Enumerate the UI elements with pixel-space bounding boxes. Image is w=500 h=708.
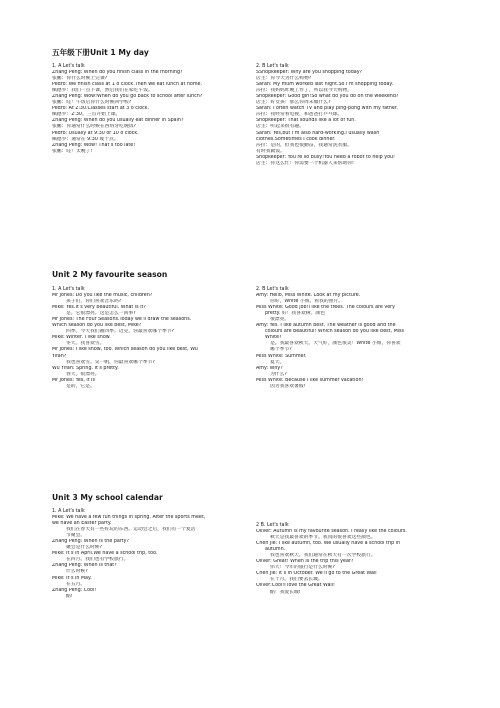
unit-1-a-talk [52,64,242,155]
section-heading: 1. A Let's talk [52,64,85,69]
section-heading: 1. A Let's talk [52,287,85,292]
translation-line: 节聚会。 [66,533,86,539]
dialogue-line: Sarah: I often watch TV and play ping-pong with my father. [256,106,398,112]
unit-1-title: 五年级下册Unit 1 My day [52,48,149,57]
translation-line: 酷！我爱长城! [270,589,301,595]
translation-line: 因为我喜欢暑假! [270,383,306,389]
dialogue-line: Mr Jones: Yes, it is [52,377,95,383]
translation-line: 我们在春天有一些好玩的东西。运动会之后，我们有一个复活 [66,527,196,533]
dialogue-line: Mike: It’s in April.We have a school trip, too. [52,551,158,557]
translation-line: 是。它很漂亮。这是怎么一回事? [66,311,136,317]
translation-line: 莎拉：我经常看电视，和爸爸打乒乓球。 [256,112,343,118]
dialogue-line: Wu Yifan: Spring. It’s pretty. [52,365,119,371]
translation-line: 佩德罗：我们一点下课，然后我们在家吃午饭。 [52,88,153,94]
translation-line: 有时我做饭。 [256,148,285,154]
translation-line: 店主：你今天为什么购物? [256,76,312,82]
translation-line: 店主：好女孩！那么你周末做什么? [256,100,331,106]
dialogue-line: Mike: Yes.It’s very beautiful. What is it? [52,305,146,311]
dialogue-line: autumn. [265,547,286,553]
translation-line: 四季。今天我们画四季。迈克，你最喜欢哪个季节? [66,329,175,335]
dialogue-line: Amy: Why? [256,365,283,371]
unit-3-a-talk [52,509,242,600]
translation-line: 张鹏：你通常什么时候在西班牙吃晚饭? [52,124,137,130]
dialogue-line: Mr Jones: Do you like the music, children? [52,293,153,299]
dialogue-line: Chen Jie: It’s in October. We’ll go to the Great Wall [256,571,377,577]
dialogue-line: Which season do you like best, Mike? [52,323,142,329]
translation-line: 孩子们，你们喜欢音乐吗? [66,299,122,305]
dialogue-line: Miss White: Summer. [256,353,307,359]
dialogue-line: Pedro: We finish class at 1 o’clock.Then we eat lunch at home. [52,82,202,88]
dialogue-line: Sarah: My mum worked last night.So I’m shopping today. [256,82,394,88]
translation-line: 店主：听起来很有趣。 [256,124,304,130]
dialogue-line: Shopkeeper: You’re so busy!You need a robot to help you! [256,154,395,160]
translation-line: 店主：你这么忙！你需要一个机器人来帮助你! [256,160,354,166]
dialogue-line: Mr Jones: The Four Seasons.Today we’ll draw the seasons. [52,317,192,323]
translation-line: 莎拉：是的，但我也很勤奋，我通常洗衣服。 [256,142,352,148]
translation-line: 佩德罗：2:30。三点开始上课。 [52,112,121,118]
translation-line: 春天。很漂亮。 [66,371,100,377]
dialogue-line: pretty. 好！我喜欢树。颜色 [265,311,326,317]
unit-3-b-talk [256,523,446,596]
unit-1-b-talk [256,64,446,167]
dialogue-line: Mike: It’s in May. [52,575,92,581]
dialogue-line: Zhang Peng: Wow!When do you go back to school after lunch? [52,94,203,100]
dialogue-line: Pedro: Usually at 9:30 or 10 o’clock. [52,130,139,136]
section-heading: 2. B Let's talk [256,287,289,292]
dialogue-line: Amy: Yes. I like autumn best. The weather is good and the [256,323,396,329]
section-heading: 2. B Let's talk [256,64,289,69]
dialogue-line: Amy: Hello, Miss White. Look at my picture. [256,293,361,299]
dialogue-line: Shopkeeper: That sounds like a lot of fun. [256,118,356,124]
dialogue-line: colours are beautiful! Which season do you like best, Miss [265,329,405,335]
translation-line: 哪个季节? [270,347,292,353]
section-heading: 2 B. Let's talk [256,523,289,528]
translation-line: 我也喜欢雪。吴一帆，你最喜欢哪个季节? [66,359,155,365]
translation-line: 张鹏：你什么时候上完课? [52,76,108,82]
translation-line: 什么时候? [66,569,88,575]
unit-2-b-talk [256,287,446,390]
dialogue-line: Mike: Winter. I like snow. [52,335,111,341]
translation-line: 冬天。我喜欢雪。 [66,341,105,347]
dialogue-line: Miss White: Good job!I like the trees. The colours are very [256,305,395,311]
dialogue-line: Mike: We have a few fun things in spring. After the sports meet, [52,515,206,521]
translation-line: 伟大！今年的旅行是什么时候? [270,565,335,571]
translation-line: 为什么? [270,371,287,377]
translation-line: 秋天是我最喜欢的季节。我真的很喜欢这些颜色。 [270,535,376,541]
dialogue-line: Zhang Peng: When do you finish class in the morning? [52,70,183,76]
unit-3-title: Unit 3 My school calendar [52,493,163,502]
dialogue-line: Oliver:Cool!I love the Great Wall! [256,583,335,589]
dialogue-line: Yifan? [52,353,67,359]
unit-2-title: Unit 2 My favourite season [52,270,168,279]
translation-line: 在四月。我们也有学校旅行。 [66,557,129,563]
translation-line: 张鹏：哇！午饭后你什么时候回学校? [52,100,132,106]
translation-line: 我也喜欢秋天。我们通常在秋天有一次学校旅行。 [270,553,376,559]
dialogue-line: Oliver: Great! When is the trip this year? [256,559,354,565]
dialogue-line: Mr Jones: I like snow, too. Which season do you like best, Wu [52,347,198,353]
translation-line: 酷! [66,593,73,599]
dialogue-line: Sarah: Yes,but I’m also hard-working.I usually wash [256,130,380,136]
translation-line: 很漂亮。 [270,317,290,323]
dialogue-line: Zhang Peng: When is that? [52,563,117,569]
translation-line: 是。我最喜欢秋天。天气好，颜色很美！White 小姐，你喜欢 [270,341,401,347]
dialogue-line: clothes.Sometimes I cook dinner. [256,136,336,142]
unit-2-a-talk [52,287,242,390]
dialogue-line: Pedro: At 2:30.Classes start at 3 o’clock. [52,106,150,112]
translation-line: 莎拉：我妈妈昨晚工作了，所以我今天购物。 [256,88,352,94]
section-heading: 1. A Let's talk [52,509,85,514]
translation-line: 夏天。 [270,359,285,365]
translation-line: 在十月。我们要去长城。 [270,577,323,583]
dialogue-line: White? [265,335,282,341]
dialogue-line: Oliver: Autumn is my favourite season. I really like the colours. [256,529,407,535]
dialogue-line: Zhang Peng: When is the party? [52,539,130,545]
dialogue-line: SShopkeeper: Why are you shopping today? [256,70,363,76]
translation-line: 是的，它是。 [66,383,95,389]
dialogue-line: Miss White: Because I like summer vacation! [256,377,364,383]
translation-line: 张鹏：哇！太晚了! [52,148,93,154]
translation-line: 在五月。 [66,581,86,587]
dialogue-line: Shopkeeper: Good girl!So what do you do on the weekend? [256,94,399,100]
translation-line: 佩德罗：通常在 9:30 或十点。 [52,136,119,142]
translation-line: 你好，White 小姐。看我的照片。 [270,299,344,305]
translation-line: 聚会是什么时候? [66,545,103,551]
dialogue-line: we have an Easter party. [52,521,112,527]
dialogue-line: Zhang Peng: When do you usually eat dinner in Spain? [52,118,184,124]
dialogue-line: Zhang Peng: Cool! [52,587,97,593]
dialogue-line: Chen Jie: I like autumn, too. We usually have a school trip in [256,541,401,547]
dialogue-line: Zhang Peng: Wow! That’s too late! [52,142,136,148]
